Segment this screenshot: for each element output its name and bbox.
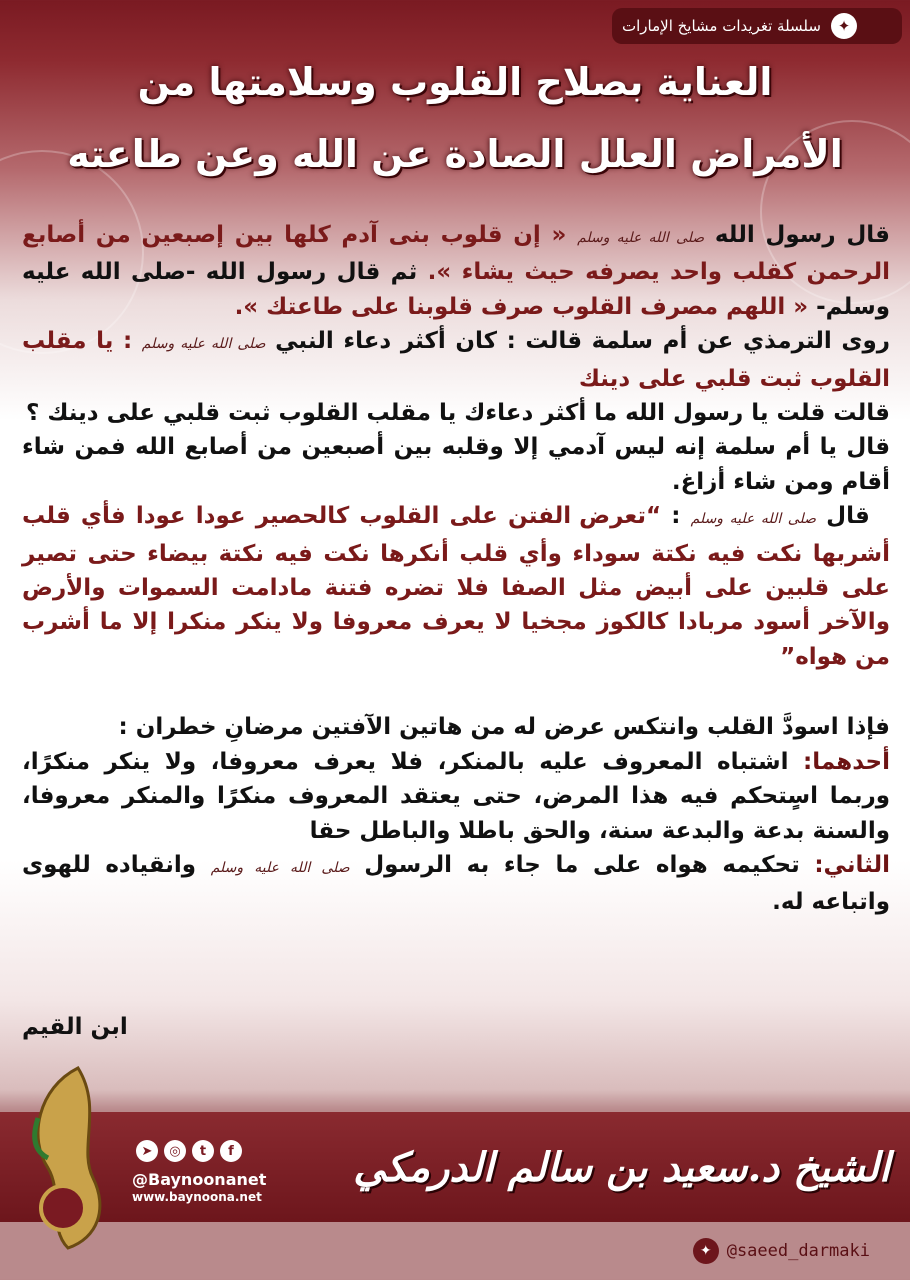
text-span: اشتباه المعروف عليه بالمنكر، فلا يعرف معروفا، ولا ينكر منكرًا، وربما اسٍتحكم فيه هذا المرض، حتى يعتقد المعروف منكرًا والمنكر معروفا، والسنة بدعة والبدعة سنة، والحق باطلا والباطل حقا: [22, 748, 890, 844]
paragraph-second-disease: [22, 848, 890, 920]
facebook-icon[interactable]: f: [220, 1140, 242, 1162]
text-span: روى الترمذي عن أم سلمة قالت : كان أكثر دعاء النبي: [265, 328, 891, 355]
baynoona-logo: [8, 1058, 124, 1258]
salutation-glyph: صلى الله عليه وسلم: [141, 336, 266, 353]
paragraph-two-diseases: فإذا اسودَّ القلب وانتكس عرض له من هاتين الآفتين مرضانِ خطران :: [118, 714, 890, 741]
page-title-line2: الأمراض العلل الصادة عن الله وعن طاعته: [67, 132, 843, 176]
author-attribution: ابن القيم: [22, 1014, 128, 1040]
twitter-bird-icon: ✦: [693, 1238, 719, 1264]
text-span: قال: [815, 503, 870, 530]
social-icons: [136, 1140, 242, 1162]
quote-span: « إن قلوب بنى آدم كلها بين إصبعين من أصابع الرحمن كقلب واحد يصرفه حيث يشاء ».: [22, 222, 890, 286]
paragraph-tirmidhi: [22, 324, 890, 396]
instagram-icon[interactable]: ◎: [164, 1140, 186, 1162]
series-label: سلسلة تغريدات مشايخ الإمارات: [622, 17, 821, 35]
text-span: ثم قال رسول الله -صلى الله عليه وسلم-: [22, 259, 890, 320]
quote-span: “تعرض الفتن على القلوب كالحصير عودا عودا فأي قلب أشربها نكت فيه نكتة سوداء وأي قلب أنكرها نكت فيه نكتة بيضاء حتى تصير على قلبين على أبيض مثل الصفا فلا تضره فتنة مادامت السموات والأرض والآخر أسود مربادا كالكوز مجخيا لا يعرف معروفا ولا ينكر منكرا إلا ما أشرب من هواه”: [22, 503, 890, 670]
quote-span: : يا مقلب القلوب ثبت قلبي على دينك: [22, 328, 890, 392]
salutation-glyph: صلى الله عليه وسلم: [577, 230, 705, 246]
telegram-icon[interactable]: ➤: [136, 1140, 158, 1162]
twitter-handle[interactable]: @saeed_darmaki: [726, 1241, 870, 1261]
item-label: أحدهما:: [803, 748, 890, 775]
article-body: [22, 218, 890, 920]
paragraph-question: قالت قلت يا رسول الله ما أكثر دعاءك يا مقلب القلوب ثبت قلبي على دينك ؟: [25, 400, 890, 427]
text-span: تحكيمه هواه على ما جاء به الرسول: [349, 851, 815, 878]
social-handle[interactable]: @Baynoonanet: [132, 1170, 267, 1189]
text-span: :: [661, 503, 691, 530]
website-link[interactable]: www.baynoona.net: [132, 1190, 262, 1204]
text-span: وانقياده للهوى واتباعه له.: [22, 851, 890, 916]
quote-span: « اللهم مصرف القلوب صرف قلوبنا على طاعتك ».: [234, 293, 809, 320]
paragraph-hadith-fitan: [22, 499, 890, 674]
twitter-bird-icon: ✦: [831, 13, 857, 39]
paragraph-answer: قال يا أم سلمة إنه ليس آدمي إلا وقلبه بين أصبعين من أصابع الله فمن شاء أقام ومن شاء أزاغ.: [22, 434, 890, 495]
text-span: قال رسول الله: [704, 222, 890, 248]
twitter-icon[interactable]: t: [192, 1140, 214, 1162]
page-title-line1: العناية بصلاح القلوب وسلامتها من: [137, 60, 773, 104]
sheikh-name-calligraphy: الشيخ د.سعيد بن سالم الدرمكي: [353, 1144, 890, 1191]
salutation-glyph: صلى الله عليه وسلم: [690, 511, 816, 528]
paragraph-first-disease: [22, 745, 890, 848]
item-label: الثاني:: [814, 851, 891, 878]
salutation-glyph: صلى الله عليه وسلم: [210, 859, 350, 876]
paragraph-hadith-1: [22, 218, 890, 324]
twitter-handle-block[interactable]: [693, 1238, 870, 1264]
series-badge: [612, 8, 902, 44]
paragraph-gap: [22, 674, 890, 710]
